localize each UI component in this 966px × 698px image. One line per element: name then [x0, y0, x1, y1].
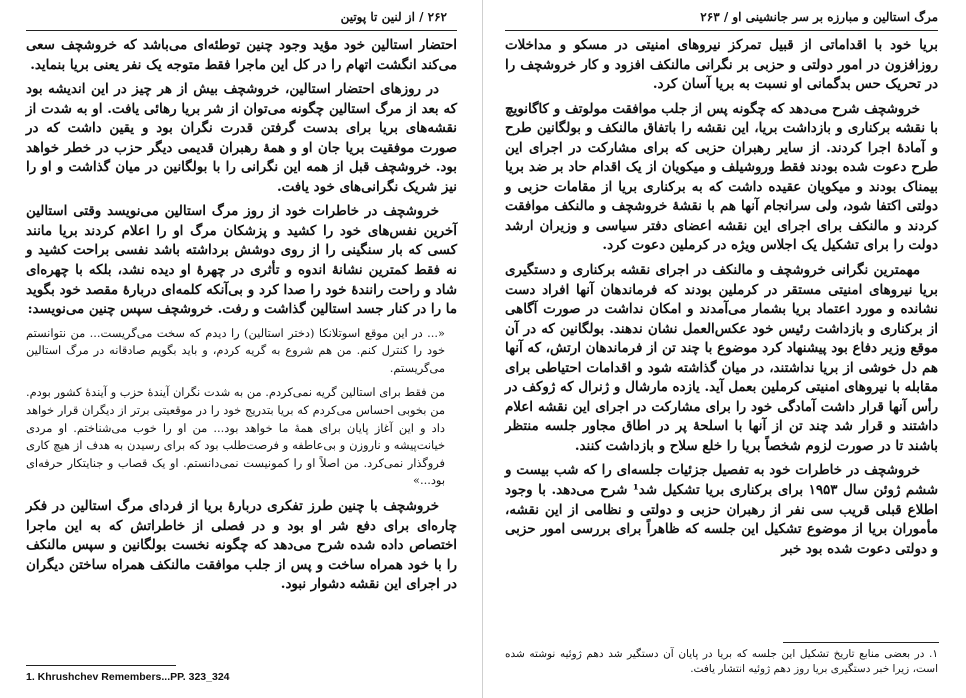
right-footnote-rule [783, 642, 939, 643]
right-paragraph-4: خروشچف در خاطرات خود به تفصیل جزئیات جلسه‌ای را که شب بیست و ششم ژوئن سال ۱۹۵۳ برای برکناری بریا تشکیل شد¹ شرح می‌دهد. با وجود اطلاع قبلی قریب سی نفر از رهبران حزبی و دولتی و نظامی از این نقشه، مأموران بریا از موضوع تشکیل این جلسه که ظاهراً برای بررسی امور حزبی و دولتی دعوت شده بود خبر [505, 462, 938, 557]
right-head-rule [505, 30, 938, 31]
left-body-text [26, 36, 457, 600]
right-paragraph-3: مهمترین نگرانی خروشچف و مالنکف در اجرای نقشه برکناری و دستگیری بریا نیروهای امنیتی مستقر در کرملین بودند که فرماندهان آنها افراد دست نشانده و مورد اعتماد بریا بشمار می‌آمدند و امکان نداشت در صورت آگاهی از برکناری و بازداشت رئیس خود عکس‌العمل نشان ندهند. بولگانین که در آن موقع وزیر دفاع بود پیشنهاد کرد موضوع با چند تن از فرماندهان ارتش، که آنها هم دل خوشی از بریا نداشتند، در میان گذاشته شود و اقدامات احتیاطی برای مقابله با نیروهای امنیتی کرملین بعمل آید. یازده مارشال و ژنرال که ژوکف در رأس آنها قرار داشت آمادگی خود را برای مشارکت در اجرای این نقشه اعلام داشتند و قرار شد چند تن از آنها با اسلحهٔ پر در اطاق مجاور جلسه منتظر باشند تا در صورت لزوم شخصاً بریا را خلع سلاح و بازداشت کنند. [505, 262, 938, 454]
left-quote-2: من فقط برای استالین گریه نمی‌کردم. من به شدت نگران آیندهٔ حزب و آیندهٔ کشور بودم. من بخوبی احساس می‌کردم که بریا بتدریج خود را در موقعیتی برتر از دیگران قرار خواهد داد و این آغاز پایان برای همهٔ ما خواهد بود... من او را خوب می‌شناختم. او مردی خیانت‌پیشه و ناروزن و بی‌عاطفه و فرصت‌طلب بود که برای رسیدن به هدف از هیچ کاری فروگذار نمی‌کرد. من اصلاً او را کمونیست نمی‌دانستم. او یک قصاب و جنایتکار حرفه‌ای بود...» [26, 385, 445, 488]
right-body-text [505, 36, 938, 564]
right-paragraph-2: خروشچف شرح می‌دهد که چگونه پس از جلب موافقت مولوتف و کاگانویچ با نقشه برکناری و بازداشت بریا، این نقشه را باتفاق مالنکف و بولگانین طرح و آمادهٔ اجرا کردند. از سایر رهبران حزبی که برای مشارکت در اجرای این طرح دعوت شده بودند فقط وروشیلف و میکویان از یک اقدام حاد بر ضد بریا بیمناک بودند و میکویان عقیده داشت که به برکناری بریا از مقامات حزبی و دولتی اکتفا شود، ولی سرانجام آنها هم با نقشهٔ خروشچف و مالنکف موافقت کردند و مالنکف برای اجرای این نقشه اعضای دفتر سیاسی و وزیران ارشد دولت را برای تشکیل یک اجلاس ویژه در کرملین دعوت کرد. [505, 100, 938, 254]
left-running-head: ۲۶۲ / از لنین تا پوتین [340, 10, 447, 24]
left-paragraph-4: خروشچف با چنین طرز تفکری دربارهٔ بریا از فردای مرگ استالین در فکر چاره‌ای برای دفع شر او بود و در فصلی از خاطراتش که به این ماجرا اختصاص داده شده شرح می‌دهد که چگونه نخست بولگانین و سپس مالنکف را با خود همراه ساخت و پس از جلب موافقت مالنکف همراه ساختن دیگران در اجرای این نقشه دشوار نبود. [26, 498, 457, 593]
right-footnote: ۱. در بعضی منابع تاریخ تشکیل این جلسه که بریا در پایان آن دستگیر شد دهم ژوئیه نوشته شده است، زیرا خبر دستگیری بریا روز دهم ژوئیه انتشار یافت. [505, 648, 938, 675]
left-footnote: 1. Khrushchev Remembers...PP. 323_324 [26, 671, 230, 683]
left-paragraph-1: احتضار استالین خود مؤید وجود چنین توطئه‌ای می‌باشد که خروشچف سعی می‌کند انگشت اتهام را در کل این ماجرا فقط متوجه یک نفر یعنی بریا بنماید. [26, 37, 457, 73]
right-paragraph-1: بریا خود با اقداماتی از قبیل تمرکز نیروهای امنیتی در مسکو و مداخلات روزافزون در امور دولتی و حزبی بر نگرانی مالنکف افزود و کار خروشچف را در تحریک حس بدگمانی او نسبت به بریا آسان کرد. [505, 37, 938, 93]
right-running-head: مرگ استالین و مبارزه بر سر جانشینی او / ۲۶۳ [700, 10, 938, 24]
right-page [483, 0, 966, 698]
left-quote-1: «... در این موقع اسوتلانکا (دختر استالین) را دیدم که سخت می‌گریست... من نتوانستم خود را کنترل کنم. من هم شروع به گریه کردم، و باید بگویم صادقانه در مرگ استالین می‌گریستم. [26, 325, 445, 375]
left-paragraph-2: در روزهای احتضار استالین، خروشچف بیش از هر چیز در این اندیشه بود که بعد از مرگ استالین چگونه می‌توان از شر بریا رهائی یافت. او به شدت از نقشه‌های بریا برای بدست گرفتن قدرت نگران بود و یقین داشت که در صورت موفقیت بریا جان او و همهٔ رهبران قدیمی دیگر حزب در خطر خواهد بود. خروشچف قبل از همه این نگرانی را با بولگانین در میان گذاشت و او را نیز شریک نگرانی‌های خود یافت. [26, 81, 457, 195]
left-paragraph-3: خروشچف در خاطرات خود از روز مرگ استالین می‌نویسد وقتی استالین آخرین نفس‌های خود را کشید و پزشکان مرگ او را اعلام کردند بریا مانند کسی که بار سنگینی را از روی دوشش برداشته باشد نفسی براحت کشید و نه فقط کمترین نشانهٔ اندوه و تأثری در چهرهٔ او دیده نشد، بلکه با چهره‌ای شاد و راحت رانندهٔ خود را صدا کرد و بی‌آنکه کلمه‌ای دربارهٔ مقصد خود بگوید ما را در کنار جسد استالین گذاشت و رفت. خروشچف سپس چنین می‌نویسد: [26, 203, 457, 318]
left-head-rule [26, 30, 457, 31]
left-footnote-rule [26, 665, 176, 666]
